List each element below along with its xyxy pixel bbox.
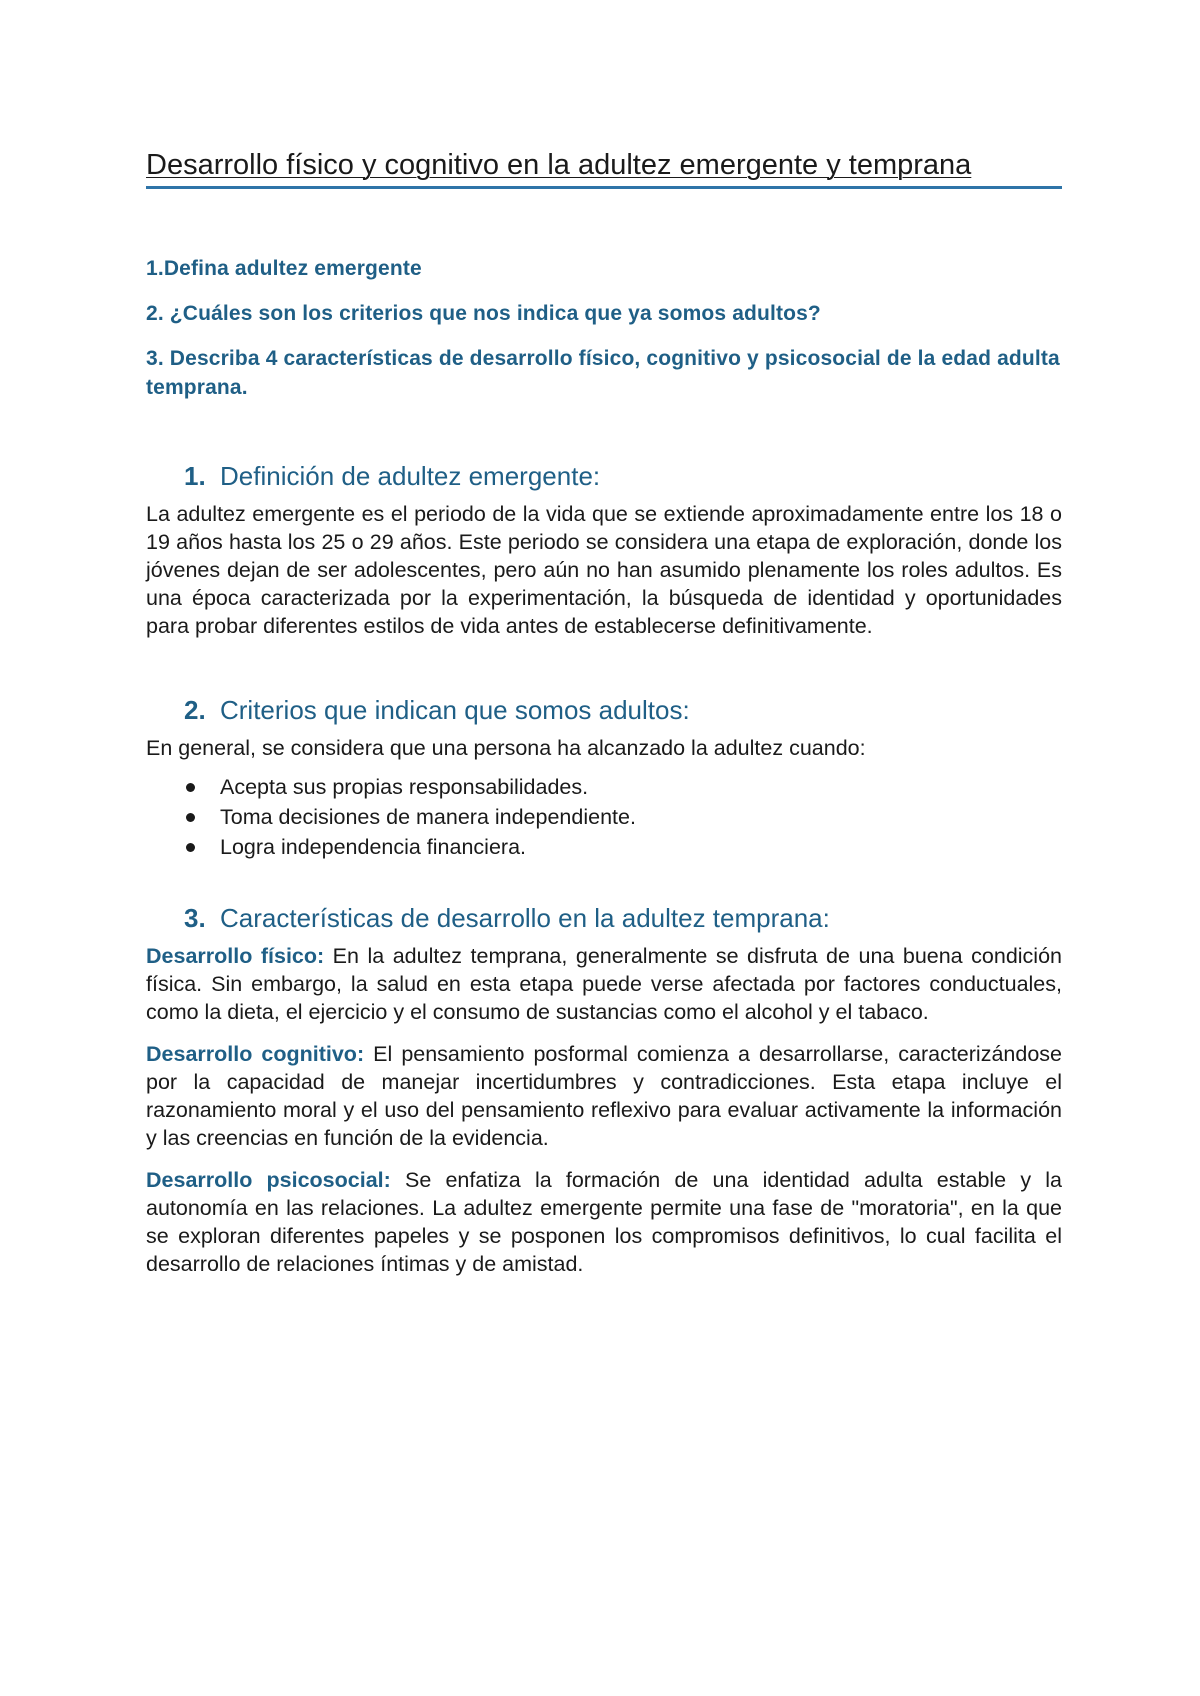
document-title: Desarrollo físico y cognitivo en la adultez emergente y temprana: [146, 149, 972, 181]
section-number: 2.: [184, 695, 206, 725]
section-title: Características de desarrollo en la adultez temprana:: [220, 903, 830, 933]
bullet-icon: [186, 843, 195, 852]
list-item-text: Toma decisiones de manera independiente.: [220, 805, 636, 829]
paragraph-text: El pensamiento posformal comienza a desarrollarse, caracterizándose por la capacidad de manejar incertidumbres y contradicciones. Esta etapa incluye el razonamiento moral y el uso del pensamiento reflexivo para evaluar activamente la información y las creencias en función de la evidencia.: [146, 1042, 1062, 1150]
questions-list: [146, 254, 1062, 418]
list-item-text: Acepta sus propias responsabilidades.: [220, 775, 589, 799]
psychosocial-development-paragraph: [146, 1166, 1062, 1278]
list-item: [146, 832, 1062, 862]
section-body: La adultez emergente es el periodo de la vida que se extiende aproximadamente entre los 18 o 19 años hasta los 25 o 29 años. Este periodo se considera una etapa de exploración, donde los jóvenes dejan de ser adolescentes, pero aún no han asumido plenamente los roles adultos. Es una época caracterizada por la experimentación, la búsqueda de identidad y oportunidades para probar diferentes estilos de vida antes de establecerse definitivamente.: [146, 502, 1062, 638]
physical-development-paragraph: [146, 942, 1062, 1026]
paragraph-lead: Desarrollo psicosocial:: [146, 1168, 391, 1192]
cognitive-development-paragraph: [146, 1040, 1062, 1152]
section-definition: [146, 460, 1062, 654]
section-title: Definición de adultez emergente:: [220, 461, 601, 491]
section-criteria: [146, 694, 1062, 862]
bullet-icon: [186, 783, 195, 792]
paragraph-text: En la adultez temprana, generalmente se disfruta de una buena condición física. Sin embargo, la salud en esta etapa puede verse afectada por factores conductuales, como la dieta, el ejercicio y el consumo de sustancias como el alcohol y el tabaco.: [146, 944, 1062, 1024]
question-2: 2. ¿Cuáles son los criterios que nos indica que ya somos adultos?: [146, 302, 821, 325]
paragraph-lead: Desarrollo físico:: [146, 944, 325, 968]
bullet-icon: [186, 813, 195, 822]
section-heading: [184, 902, 1062, 934]
list-item-text: Logra independencia financiera.: [220, 835, 527, 859]
question-3: 3. Describa 4 características de desarrollo físico, cognitivo y psicosocial de la edad adulta temprana.: [146, 347, 1060, 399]
paragraph-text: Se enfatiza la formación de una identidad adulta estable y la autonomía en las relaciones. La adultez emergente permite una fase de "moratoria", en la que se exploran diferentes papeles y se posponen los compromisos definitivos, lo cual facilita el desarrollo de relaciones íntimas y de amistad.: [146, 1168, 1062, 1276]
list-item: [146, 772, 1062, 802]
list-item: [146, 802, 1062, 832]
section-number: 1.: [184, 461, 206, 491]
section-title: Criterios que indican que somos adultos:: [220, 695, 690, 725]
paragraph-lead: Desarrollo cognitivo:: [146, 1042, 365, 1066]
section-number: 3.: [184, 903, 206, 933]
section-characteristics: [146, 902, 1062, 1292]
section-intro: En general, se considera que una persona ha alcanzado la adultez cuando:: [146, 736, 866, 760]
section-heading: [184, 694, 1062, 726]
question-1: 1.Defina adultez emergente: [146, 257, 422, 280]
criteria-list: [146, 772, 1062, 862]
section-heading: [184, 460, 1062, 492]
title-divider: [146, 186, 1062, 189]
